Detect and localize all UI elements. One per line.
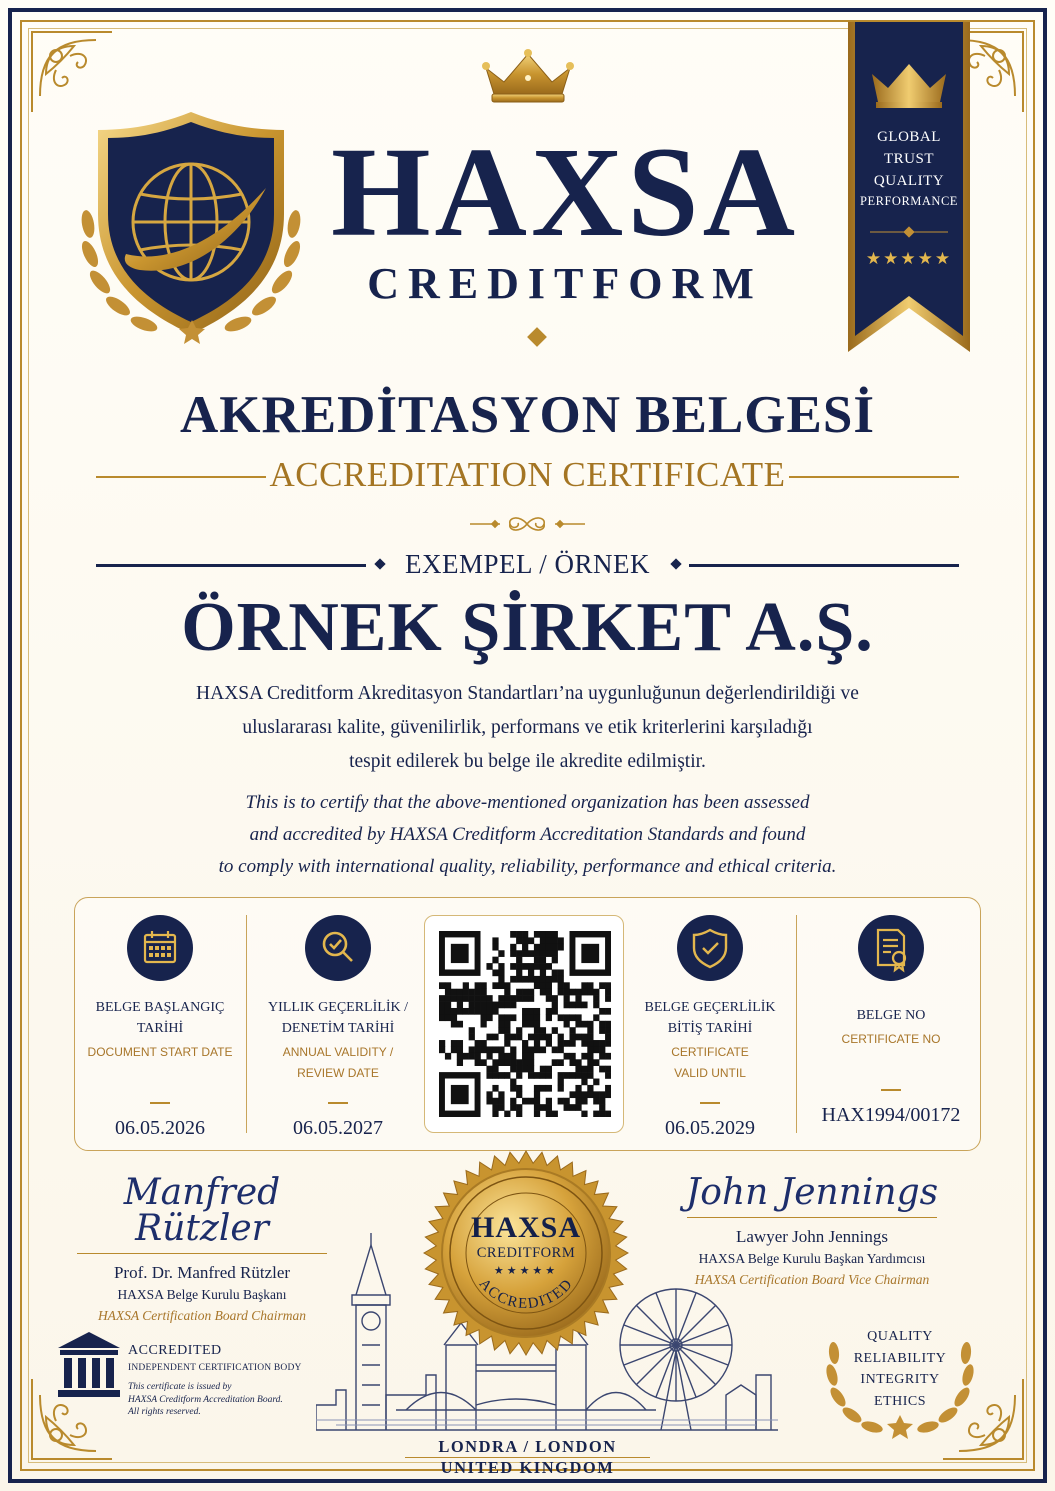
- label-line: BELGE BAŞLANGIÇ: [95, 1000, 225, 1015]
- accredited-block: [128, 1342, 318, 1419]
- label-line: CERTIFICATE: [671, 1045, 749, 1059]
- dash: [150, 1102, 170, 1104]
- location-city: LONDRA / LONDON: [438, 1437, 617, 1456]
- info-label-tr: [806, 1005, 976, 1026]
- signature-script: John Jennings: [685, 1172, 939, 1213]
- certificate-title-tr: AKREDİTASYON BELGESİ: [180, 386, 875, 444]
- label-line: ANNUAL VALIDITY /: [282, 1045, 394, 1059]
- signature-left: [52, 1172, 352, 1326]
- brand-name: HAXSA: [330, 121, 800, 263]
- location-country: UNITED KINGDOM: [440, 1458, 615, 1477]
- signatory-name: Lawyer John Jennings: [735, 1227, 889, 1246]
- certificate-title-en: ACCREDITATION CERTIFICATE: [269, 455, 786, 494]
- label-line: BİTİŞ TARİHİ: [667, 1021, 753, 1036]
- value-item: RELIABILITY: [853, 1350, 947, 1366]
- signatory-name: Prof. Dr. Manfred Rützler: [113, 1263, 291, 1282]
- note-line: HAXSA Creditform Accreditation Board.: [128, 1394, 283, 1405]
- accredited-subtitle: INDEPENDENT CERTIFICATION BODY: [128, 1363, 302, 1373]
- institution-building-icon: [56, 1330, 122, 1400]
- divider: [689, 564, 959, 567]
- description-en: [120, 787, 935, 883]
- value-item: ETHICS: [874, 1393, 926, 1409]
- start-date-value: 06.05.2026: [115, 1116, 205, 1139]
- dash: [881, 1089, 901, 1091]
- divider: [246, 915, 247, 1133]
- signatory-role-tr: HAXSA Belge Kurulu Başkanı: [117, 1287, 287, 1302]
- location: [340, 1436, 715, 1478]
- dash: [700, 1102, 720, 1104]
- qr-code[interactable]: [424, 915, 624, 1133]
- label-line: VALID UNTIL: [674, 1066, 746, 1080]
- ribbon-text: [848, 127, 970, 210]
- seal-arc-label: ACCREDITED: [475, 1275, 577, 1313]
- ribbon-line: TRUST: [883, 150, 934, 167]
- info-label-en: [258, 1042, 418, 1102]
- description-line: and accredited by HAXSA Creditform Accreditation Standards and found: [249, 824, 806, 845]
- brand-subname: CREDITFORM: [367, 259, 763, 308]
- ribbon-line: PERFORMANCE: [860, 194, 958, 209]
- example-label: EXEMPEL / ÖRNEK: [405, 549, 650, 579]
- value-item: INTEGRITY: [860, 1372, 940, 1387]
- seal-line: HAXSA: [470, 1211, 581, 1244]
- certificate-number-value: HAX1994/00172: [821, 1103, 961, 1126]
- label-line: DOCUMENT START DATE: [87, 1045, 233, 1059]
- note-line: This certificate is issued by: [128, 1382, 232, 1392]
- info-annual-validity: [258, 915, 418, 1140]
- label-line: BELGE NO: [856, 1008, 926, 1023]
- description-line: to comply with international quality, reliability, performance and ethical criteria.: [218, 856, 837, 877]
- divider: [796, 915, 797, 1133]
- haxsa-shield-logo: [66, 104, 316, 354]
- accredited-note: [128, 1381, 318, 1419]
- description-line: uluslararası kalite, güvenilirlik, performans ve etik kriterlerini karşıladığı: [242, 717, 813, 738]
- values-badge: [836, 1326, 964, 1412]
- description-line: HAXSA Creditform Akreditasyon Standartları’na uygunluğunun değerlendirildiği ve: [196, 683, 859, 704]
- signatory-role-tr: HAXSA Belge Kurulu Başkan Yardımcısı: [698, 1251, 926, 1266]
- seal-stars: ★★★★★: [493, 1265, 559, 1277]
- scroll-ornament-icon: [470, 513, 585, 535]
- info-label-tr: [80, 997, 240, 1039]
- magnifier-check-icon: [305, 915, 371, 981]
- label-line: BELGE GEÇERLİLİK: [644, 1000, 776, 1015]
- info-label-en: [630, 1042, 790, 1102]
- calendar-icon: [127, 915, 193, 981]
- info-valid-until: [630, 915, 790, 1140]
- info-label-en: [806, 1029, 976, 1089]
- info-label-en: [80, 1042, 240, 1102]
- dash: [328, 1102, 348, 1104]
- ribbon-line: QUALITY: [873, 172, 945, 189]
- ribbon-line: GLOBAL: [877, 129, 941, 145]
- label-line: DENETİM TARİHİ: [281, 1021, 395, 1036]
- signature-line: [77, 1253, 327, 1254]
- qr-code-icon: [439, 931, 611, 1117]
- signatory-role-en: HAXSA Certification Board Chairman: [97, 1308, 307, 1323]
- info-start-date: [80, 915, 240, 1140]
- label-line: TARİHİ: [136, 1021, 184, 1036]
- accredited-title: ACCREDITED: [128, 1343, 222, 1358]
- document-seal-icon: [858, 915, 924, 981]
- signature-line: [687, 1217, 937, 1218]
- value-item: QUALITY: [867, 1329, 933, 1344]
- description-tr: [120, 677, 935, 779]
- note-line: All rights reserved.: [128, 1407, 201, 1417]
- seal-arc-text: [420, 1147, 632, 1359]
- seal-line: CREDITFORM: [476, 1245, 576, 1261]
- crown-icon: [478, 48, 578, 106]
- label-line: CERTIFICATE NO: [841, 1032, 941, 1046]
- signature-right: [662, 1172, 962, 1290]
- info-certificate-no: [806, 915, 976, 1127]
- signature-script: Manfred Rützler: [123, 1172, 281, 1249]
- description-line: tespit edilerek bu belge ile akredite edilmiştir.: [349, 751, 706, 772]
- info-label-tr: [630, 997, 790, 1039]
- shield-check-icon: [677, 915, 743, 981]
- label-line: REVIEW DATE: [297, 1066, 379, 1080]
- signatory-role-en: HAXSA Certification Board Vice Chairman: [694, 1272, 930, 1287]
- svg-text:ACCREDITED: [476, 1276, 577, 1312]
- company-name: ÖRNEK ŞİRKET A.Ş.: [181, 589, 874, 666]
- valid-until-value: 06.05.2029: [665, 1116, 755, 1139]
- annual-validity-value: 06.05.2027: [293, 1116, 383, 1139]
- description-line: This is to certify that the above-mentioned organization has been assessed: [245, 792, 810, 813]
- ribbon-stars: ★★★★★: [865, 249, 953, 269]
- info-label-tr: [258, 997, 418, 1039]
- label-line: YILLIK GEÇERLİLİK /: [268, 1000, 408, 1015]
